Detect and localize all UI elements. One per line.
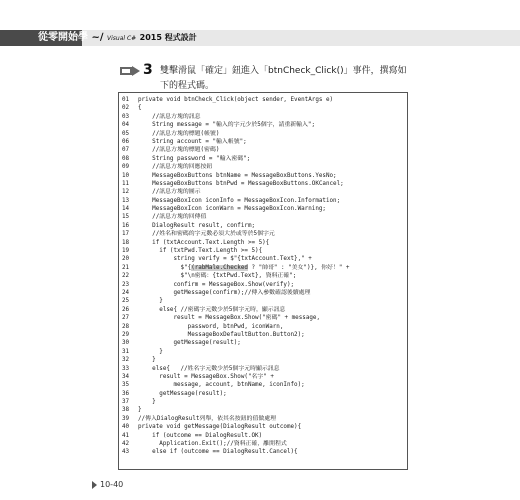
line-number: 31 — [122, 348, 130, 355]
code-line — [119, 339, 407, 347]
code-line — [119, 121, 407, 129]
code-text: //訊息方塊的回傳值 — [138, 214, 207, 221]
code-line — [119, 331, 407, 339]
code-line — [119, 314, 407, 322]
code-text: $"\n密碼：{txtPwd.Text}, 資料正確"; — [138, 273, 297, 280]
code-text: string verify = $"{txtAccount.Text}," + — [138, 256, 312, 263]
code-line — [119, 239, 407, 247]
code-line — [119, 373, 407, 381]
code-text: String password = "輸入密碼"; — [138, 155, 251, 162]
line-number: 40 — [122, 424, 130, 431]
code-line — [119, 138, 407, 146]
step-arrow-icon — [120, 66, 140, 76]
code-text: { — [138, 105, 142, 112]
code-line — [119, 415, 407, 423]
line-number: 15 — [122, 214, 130, 221]
book-logo-icon: ~∕ — [91, 32, 104, 43]
line-number: 24 — [122, 289, 130, 296]
step-instruction: 雙擊滑鼠「確定」鈕進入「btnCheck_Click()」事件，撰寫如下的程式碼。 — [160, 66, 407, 91]
line-number: 03 — [122, 113, 130, 120]
code-text: } — [138, 348, 163, 355]
line-number: 32 — [122, 357, 130, 364]
code-line — [119, 390, 407, 398]
code-line — [119, 222, 407, 230]
code-text: //訊息方塊的回應按鈕 — [138, 164, 213, 171]
page-number: 10-40 — [100, 480, 124, 489]
line-number: 26 — [122, 306, 130, 313]
line-number: 36 — [122, 390, 130, 397]
line-number: 19 — [122, 248, 130, 255]
line-number: 22 — [122, 273, 130, 280]
code-line — [119, 180, 407, 188]
code-line — [119, 146, 407, 154]
code-line — [119, 306, 407, 314]
line-number: 41 — [122, 432, 130, 439]
line-number: 13 — [122, 197, 130, 204]
code-line — [119, 247, 407, 255]
code-line — [119, 155, 407, 163]
code-line — [119, 289, 407, 297]
code-text: if (outcome == DialogResult.OK) — [138, 432, 263, 439]
line-number: 17 — [122, 231, 130, 238]
book-title-part3: 2015 程式設計 — [139, 33, 197, 42]
line-number: 38 — [122, 407, 130, 414]
line-number: 18 — [122, 239, 130, 246]
code-text: else{ //姓名字元數少於5個字元時顯示訊息 — [138, 365, 280, 372]
highlighted-code: (rabMale.Checked — [191, 264, 248, 271]
code-line — [119, 197, 407, 205]
code-text: getMessage(result); — [138, 390, 227, 397]
code-line — [119, 188, 407, 196]
code-text: //訊息方塊的標題(密碼) — [138, 147, 220, 154]
code-text: MessageBoxButtons btnName = MessageBoxButtons.YesNo; — [138, 172, 337, 179]
line-number: 34 — [122, 373, 130, 380]
code-text: } — [138, 298, 163, 305]
code-text: //傳入DialogResult列舉，依其名按鈕的值做處理 — [138, 415, 277, 422]
code-text: } — [138, 357, 156, 364]
code-text: private void getMessage(DialogResult outcome){ — [138, 424, 302, 431]
step-number: 3 — [143, 62, 153, 78]
code-line — [119, 172, 407, 180]
line-number: 04 — [122, 122, 130, 129]
line-number: 11 — [122, 180, 130, 187]
line-number: 35 — [122, 382, 130, 389]
book-title-part2: Visual C# — [107, 35, 137, 42]
code-line — [119, 365, 407, 373]
code-text: result = MessageBox.Show("密碼" + message, — [138, 315, 321, 322]
code-listing — [118, 92, 408, 470]
code-text: Application.Exit();//資料正確，離開程式 — [138, 441, 287, 448]
line-number: 21 — [122, 264, 130, 271]
code-line — [119, 356, 407, 364]
line-number: 43 — [122, 449, 130, 456]
code-text: if (txtAccount.Text.Length >= 5){ — [138, 239, 270, 246]
code-text: else if (outcome == DialogResult.Cancel){ — [138, 449, 298, 456]
line-number: 14 — [122, 206, 130, 213]
line-number: 06 — [122, 138, 130, 145]
code-text: getMessage(result); — [138, 340, 241, 347]
book-title — [38, 30, 197, 46]
code-text: //訊息方塊的標題(帳號) — [138, 130, 220, 137]
code-text: result = MessageBox.Show("名字" + — [138, 373, 274, 380]
code-line — [119, 130, 407, 138]
code-line — [119, 213, 407, 221]
code-text: } — [138, 407, 142, 414]
book-title-part1: 從零開始學 — [38, 32, 88, 43]
code-line — [119, 297, 407, 305]
code-text: DialogResult result, confirm; — [138, 222, 256, 229]
line-number: 37 — [122, 399, 130, 406]
code-text: //訊息方塊的訊息 — [138, 113, 201, 120]
page-arrow-icon — [92, 481, 97, 489]
line-number: 20 — [122, 256, 130, 263]
code-line — [119, 440, 407, 448]
code-line — [119, 423, 407, 431]
line-number: 05 — [122, 130, 130, 137]
code-line — [119, 264, 407, 272]
code-line — [119, 281, 407, 289]
line-number: 27 — [122, 315, 130, 322]
code-text: MessageBoxDefaultButton.Button2); — [138, 331, 305, 338]
line-number: 02 — [122, 105, 130, 112]
code-line — [119, 432, 407, 440]
line-number: 08 — [122, 155, 130, 162]
code-line — [119, 398, 407, 406]
line-number: 25 — [122, 298, 130, 305]
code-text: else{ //密碼字元數少於5個字元時，顯示訊息 — [138, 306, 286, 313]
code-text: } — [138, 399, 156, 406]
line-number: 23 — [122, 281, 130, 288]
code-text: MessageBoxIcon iconInfo = MessageBoxIcon.Information; — [138, 197, 341, 204]
code-text: //姓名和密碼的字元數必須大於或等於5個字元 — [138, 231, 275, 238]
code-line — [119, 406, 407, 414]
code-line — [119, 96, 407, 104]
line-number: 09 — [122, 164, 130, 171]
line-number: 30 — [122, 340, 130, 347]
code-line — [119, 255, 407, 263]
line-number: 33 — [122, 365, 130, 372]
code-line — [119, 323, 407, 331]
code-line — [119, 348, 407, 356]
code-line — [119, 113, 407, 121]
code-line — [119, 104, 407, 112]
code-line — [119, 205, 407, 213]
line-number: 10 — [122, 172, 130, 179]
code-text: password, btnPwd, iconWarn, — [138, 323, 284, 330]
code-text: getMessage(confirm);//傳入參數確認後續處理 — [138, 289, 311, 296]
code-text: $"{(rabMale.Checked ? "帥哥" : "美女")}, 你好！" + — [138, 264, 350, 271]
line-number: 01 — [122, 97, 130, 103]
line-number: 07 — [122, 147, 130, 154]
code-text: MessageBoxIcon iconWarn = MessageBoxIcon.Warning; — [138, 206, 326, 213]
code-text: message, account, btnName, iconInfo); — [138, 382, 305, 389]
code-text: if (txtPwd.Text.Length >= 5){ — [138, 248, 263, 255]
line-number: 29 — [122, 331, 130, 338]
line-number: 39 — [122, 415, 130, 422]
line-number: 12 — [122, 189, 130, 196]
code-lines — [119, 93, 407, 457]
code-text: confirm = MessageBox.Show(verify); — [138, 281, 295, 288]
code-text: String message = "輸入的字元少於5個字，請重新輸入"; — [138, 122, 316, 129]
code-line — [119, 272, 407, 280]
code-text: MessageBoxButtons btnPwd = MessageBoxButtons.OKCancel; — [138, 180, 344, 187]
code-line — [119, 381, 407, 389]
line-number: 42 — [122, 441, 130, 448]
code-text: //訊息方塊的圖示 — [138, 189, 201, 196]
line-number: 28 — [122, 323, 130, 330]
code-line — [119, 230, 407, 238]
code-line — [119, 448, 407, 456]
code-text: String account = "輸入帳號"; — [138, 138, 247, 145]
code-text: private void btnCheck_Click(object sender, EventArgs e) — [138, 97, 334, 103]
line-number: 16 — [122, 222, 130, 229]
code-line — [119, 163, 407, 171]
